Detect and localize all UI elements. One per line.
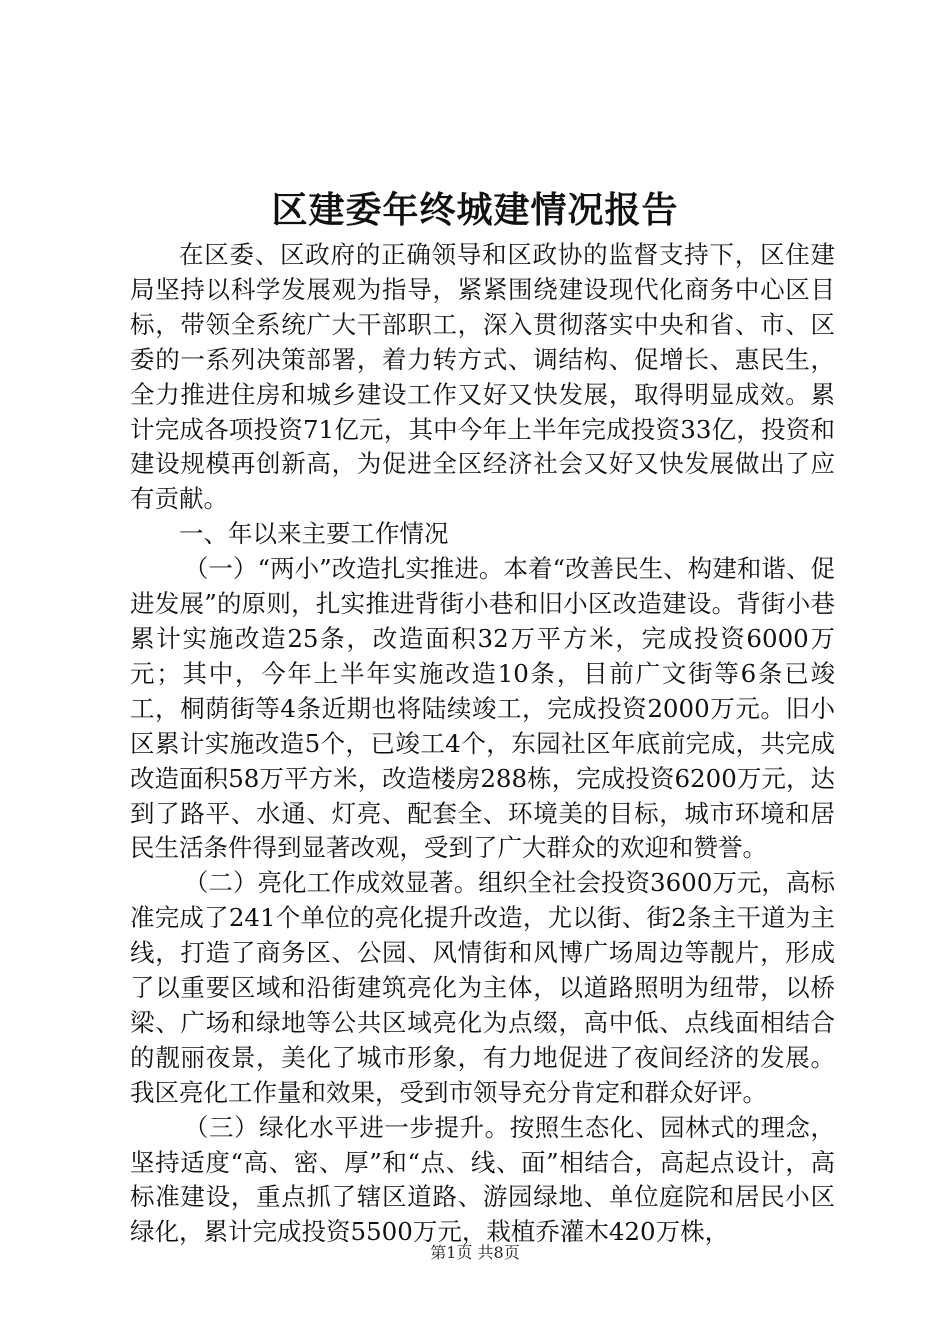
paragraph-item-2: （二）亮化工作成效显著。组织全社会投资3600万元，高标准完成了241个单位的亮化提升改造，尤以街、街2条主干道为主线，打造了商务区、公园、风情街和风博广场周边等靓片，形成了以重要区域和沿街建筑亮化为主体，以道路照明为纽带，以桥梁、广场和绿地等公共区域亮化为点缀，高中低、点线面相结合的靓丽夜景，美化了城市形象，有力地促进了夜间经济的发展。我区亮化工作量和效果，受到市领导充分肯定和群众好评。 (130, 868, 835, 1107)
page-title: 区建委年终城建情况报告 (271, 189, 679, 231)
page-footer: 第1页 共8页 (430, 1243, 520, 1262)
intro-paragraph: 在区委、区政府的正确领导和区政协的监督支持下，区住建局坚持以科学发展观为指导，紧紧围绕建设现代化商务中心区目标，带领全系统广大干部职工，深入贯彻落实中央和省、市、区委的一系列决策部署，着力转方式、调结构、促增长、惠民生，全力推进住房和城乡建设工作又好又快发展，取得明显成效。累计完成各项投资71亿元，其中今年上半年完成投资33亿，投资和建设规模再创新高，为促进全区经济社会又好又快发展做出了应有贡献。 (130, 240, 835, 514)
paragraph-item-3: （三）绿化水平进一步提升。按照生态化、园林式的理念，坚持适度“高、密、厚”和“点、线、面”相结合，高起点设计，高标准建设，重点抓了辖区道路、游园绿地、单位庭院和居民小区绿化，累计完成投资5500万元，栽植乔灌木420万株， (130, 1112, 835, 1247)
document-body (130, 238, 835, 1250)
section-heading: 一、年以来主要工作情况 (179, 519, 449, 549)
paragraph-item-1: （一）“两小”改造扎实推进。本着“改善民生、构建和谐、促进发展”的原则，扎实推进背街小巷和旧小区改造建设。背街小巷累计实施改造25条，改造面积32万平方米，完成投资6000万元；其中，今年上半年实施改造10条，目前广文街等6条已竣工，桐荫街等4条近期也将陆续竣工，完成投资2000万元。旧小区累计实施改造5个，已竣工4个，东园社区年底前完成，共完成改造面积58万平方米，改造楼房288栋，完成投资6200万元，达到了路平、水通、灯亮、配套全、环境美的目标，城市环境和居民生活条件得到显著改观，受到了广大群众的欢迎和赞誉。 (130, 554, 835, 863)
